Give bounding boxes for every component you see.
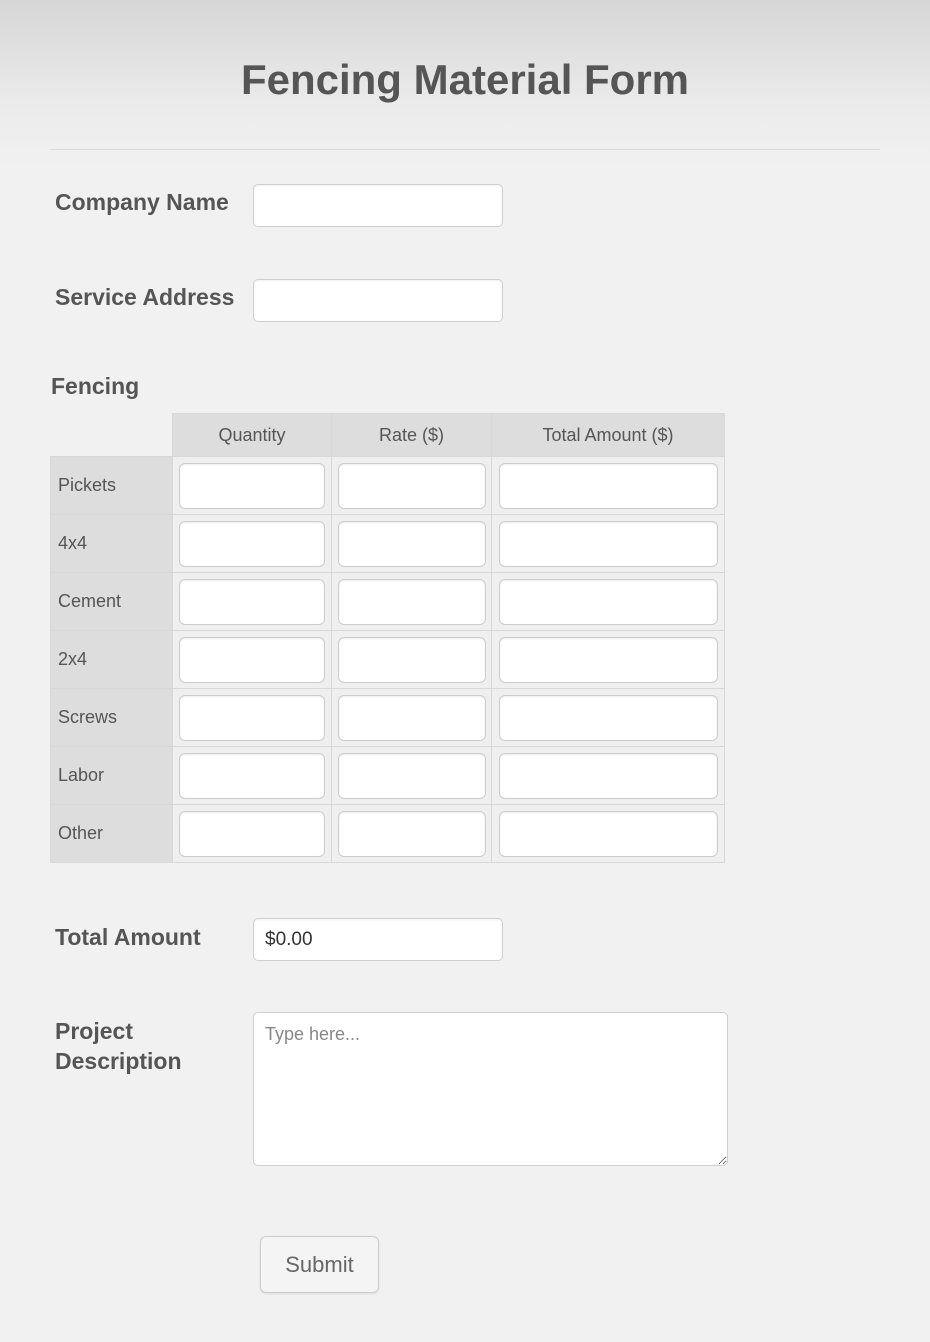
2x4-quantity-input[interactable] [179,637,325,683]
total-amount-input[interactable] [253,918,503,961]
pickets-rate-input[interactable] [338,463,486,509]
row-label-screws: Screws [51,689,173,747]
other-total-input[interactable] [499,811,718,857]
total-amount-label: Total Amount [55,924,201,950]
form-title: Fencing Material Form [240,56,690,103]
column-header-total-amount: Total Amount ($) [492,414,725,457]
table-header-row [51,414,725,457]
pickets-quantity-input[interactable] [179,463,325,509]
table-row [51,689,725,747]
service-address-input[interactable] [253,279,503,322]
row-label-other: Other [51,805,173,863]
table-corner [51,414,173,457]
table-row [51,515,725,573]
cement-total-input[interactable] [499,579,718,625]
submit-button[interactable]: Submit [260,1236,379,1293]
project-description-label [55,1016,182,1076]
project-description-label-line1: Project [55,1018,133,1044]
4x4-rate-input[interactable] [338,521,486,567]
fencing-table [50,413,725,863]
cement-quantity-input[interactable] [179,579,325,625]
row-label-labor: Labor [51,747,173,805]
cement-rate-input[interactable] [338,579,486,625]
screws-quantity-input[interactable] [179,695,325,741]
title-divider [50,149,880,150]
row-label-cement: Cement [51,573,173,631]
column-header-rate: Rate ($) [332,414,492,457]
project-description-textarea[interactable] [253,1012,728,1166]
project-description-label-line2: Description [55,1048,182,1074]
table-row [51,457,725,515]
other-quantity-input[interactable] [179,811,325,857]
column-header-quantity: Quantity [173,414,332,457]
row-label-2x4: 2x4 [51,631,173,689]
table-row [51,631,725,689]
service-address-label: Service Address [55,284,235,310]
2x4-total-input[interactable] [499,637,718,683]
company-name-input[interactable] [253,184,503,227]
screws-rate-input[interactable] [338,695,486,741]
fencing-section-label: Fencing [51,373,140,399]
table-row [51,805,725,863]
labor-quantity-input[interactable] [179,753,325,799]
table-row [51,573,725,631]
labor-total-input[interactable] [499,753,718,799]
row-label-pickets: Pickets [51,457,173,515]
2x4-rate-input[interactable] [338,637,486,683]
company-name-label: Company Name [55,189,229,215]
other-rate-input[interactable] [338,811,486,857]
4x4-quantity-input[interactable] [179,521,325,567]
4x4-total-input[interactable] [499,521,718,567]
screws-total-input[interactable] [499,695,718,741]
labor-rate-input[interactable] [338,753,486,799]
row-label-4x4: 4x4 [51,515,173,573]
pickets-total-input[interactable] [499,463,718,509]
table-row [51,747,725,805]
